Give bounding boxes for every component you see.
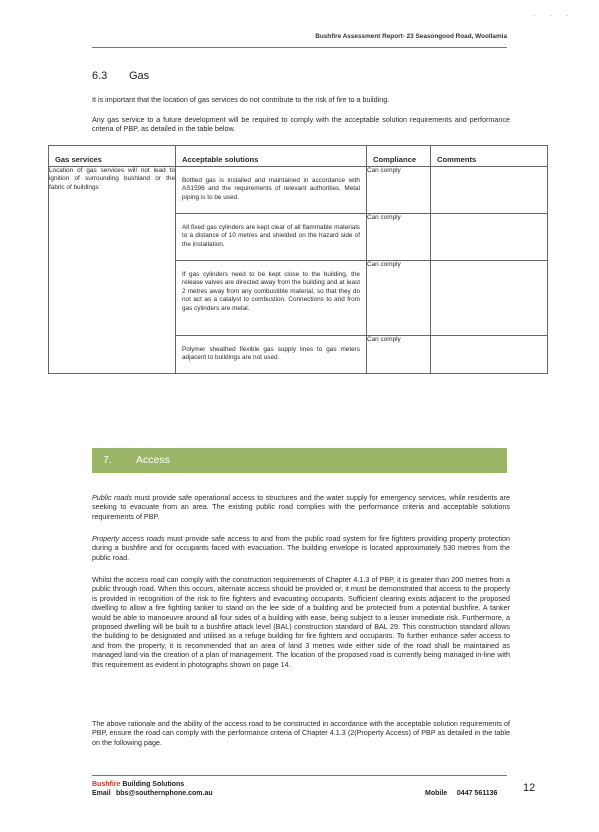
scan-specks: · · · [532, 11, 575, 20]
compliance-value: Can comply [367, 261, 431, 336]
compliance-value: Can comply [367, 167, 431, 214]
comment-cell [431, 167, 548, 214]
comment-cell [431, 214, 548, 261]
mobile-number: 0447 561136 [456, 790, 498, 797]
compliance-value: Can comply [367, 214, 431, 261]
section-heading [92, 70, 149, 82]
header-rule [92, 47, 507, 48]
running-header: Bushfire Assessment Report- 23 Seasongood Road, Woollamia [315, 33, 507, 40]
compliance-value: Can comply [367, 336, 431, 374]
property-access-paragraph: Property access roads must provide safe access to and from the public road system for fire fighters providing property protection during a bushfire and for occupants faced with evacuation. The building envelope is located approximately 530 metres from the public road. [92, 534, 510, 562]
performance-requirement: Location of gas services will not lead to ignition of surrounding bushland or the fabric of buildings [49, 167, 176, 374]
access-section-number: 7. [103, 454, 112, 466]
intro-paragraph-2: Any gas service to a future development will be required to comply with the acceptable solution requirements and performance criteria of PBP, as detailed in the table below. [92, 115, 510, 134]
solution-text: Polymer sheathed flexible gas supply lines to gas meters adjacent to buildings are not used. [182, 346, 360, 362]
access-section-title: Access [136, 454, 170, 466]
footer-rule [92, 775, 507, 776]
header-gas-services: Gas services [49, 146, 176, 167]
mobile-label: Mobile [425, 790, 448, 797]
access-conclusion-paragraph: The above rationale and the ability of the access road to be constructed in accordance with the acceptable solution requirements of PBP, ensure the road can comply with the performance criteria of Chapter 4.1.3 (2(Property Access) of PBP as detailed in the table on the following page. [92, 719, 510, 747]
brand-word: Bushfire [92, 781, 121, 788]
page-number: 12 [523, 782, 536, 794]
comment-cell [431, 261, 548, 336]
solution-text: If gas cylinders need to be kept close to the building, the release valves are directed away from the building and at least 2 metres away from any combustible material, so that they do not act as a catalyst to combustion. Connections to and from gas cylinders are metal. [182, 271, 360, 312]
footer-mobile [425, 790, 497, 797]
access-rationale-paragraph: Whilst the access road can comply with the construction requirements of Chapter 4.1.3 of PBP, it is greater than 200 metres from a public through road. When this occurs, alternate access should be provided or, it must be demonstrated that access to the property is provided in recognition of the risk to fire fighters and evacuating occupants. Sufficient clearing exists adjacent to the proposed dwelling to allow a fire fighting tanker to stand on the lee side of a building and be protected from a potential bushfire. A tanker would be able to manoeuvre around all four sides of a building with ease, being subject to a lesser immediate risk. Furthermore, a proposed dwelling will be built to a bushfire attack level (BAL) construction standard of BAL 29. This construction standard allows the building to be designated and utilised as a refuge building for fire fighters and occupants. To further enhance safer access to and from the property, it is recommended that an area of land 3 metres wide either side of the road shall be maintained as managed land via the creation of a plan of management. The location of the proposed road is currently being managed in-line with this requirement as evident in photographs shown on page 14. [92, 575, 510, 669]
intro-paragraph-1: It is important that the location of gas services do not contribute to the risk of fire to a building. [92, 95, 390, 104]
section-number: 6.3 [92, 70, 108, 82]
table-header-row [49, 146, 548, 167]
access-section-banner [92, 448, 507, 473]
email-address: bbs@southernphone.com.au [115, 790, 213, 797]
public-roads-paragraph: Public roads must provide safe operational access to structures and the water supply for emergency services, while residents are seeking to evacuate from an area. The existing public road complies with the performance criteria and acceptable solutions requirements of PBP. [92, 493, 510, 521]
email-label: Email [92, 790, 111, 797]
brand-rest: Building Solutions [120, 781, 185, 788]
solution-text: Bottled gas is installed and maintained in accordance with AS1596 and the requirements of relevant authorities. Metal piping is to be used. [182, 177, 360, 201]
header-compliance: Compliance [367, 146, 431, 167]
public-roads-term: Public roads [92, 493, 132, 502]
header-acceptable-solutions: Acceptable solutions [176, 146, 367, 167]
solution-text: All fixed gas cylinders are kept clear of all flammable materials to a distance of 10 metres and shielded on the hazard side of the installation. [182, 224, 360, 248]
footer-contact [92, 780, 213, 798]
header-comments: Comments [431, 146, 548, 167]
table-row [49, 167, 548, 214]
property-access-term: Property access roads [92, 534, 165, 543]
gas-services-table [48, 145, 548, 374]
comment-cell [431, 336, 548, 374]
section-title: Gas [129, 70, 150, 82]
